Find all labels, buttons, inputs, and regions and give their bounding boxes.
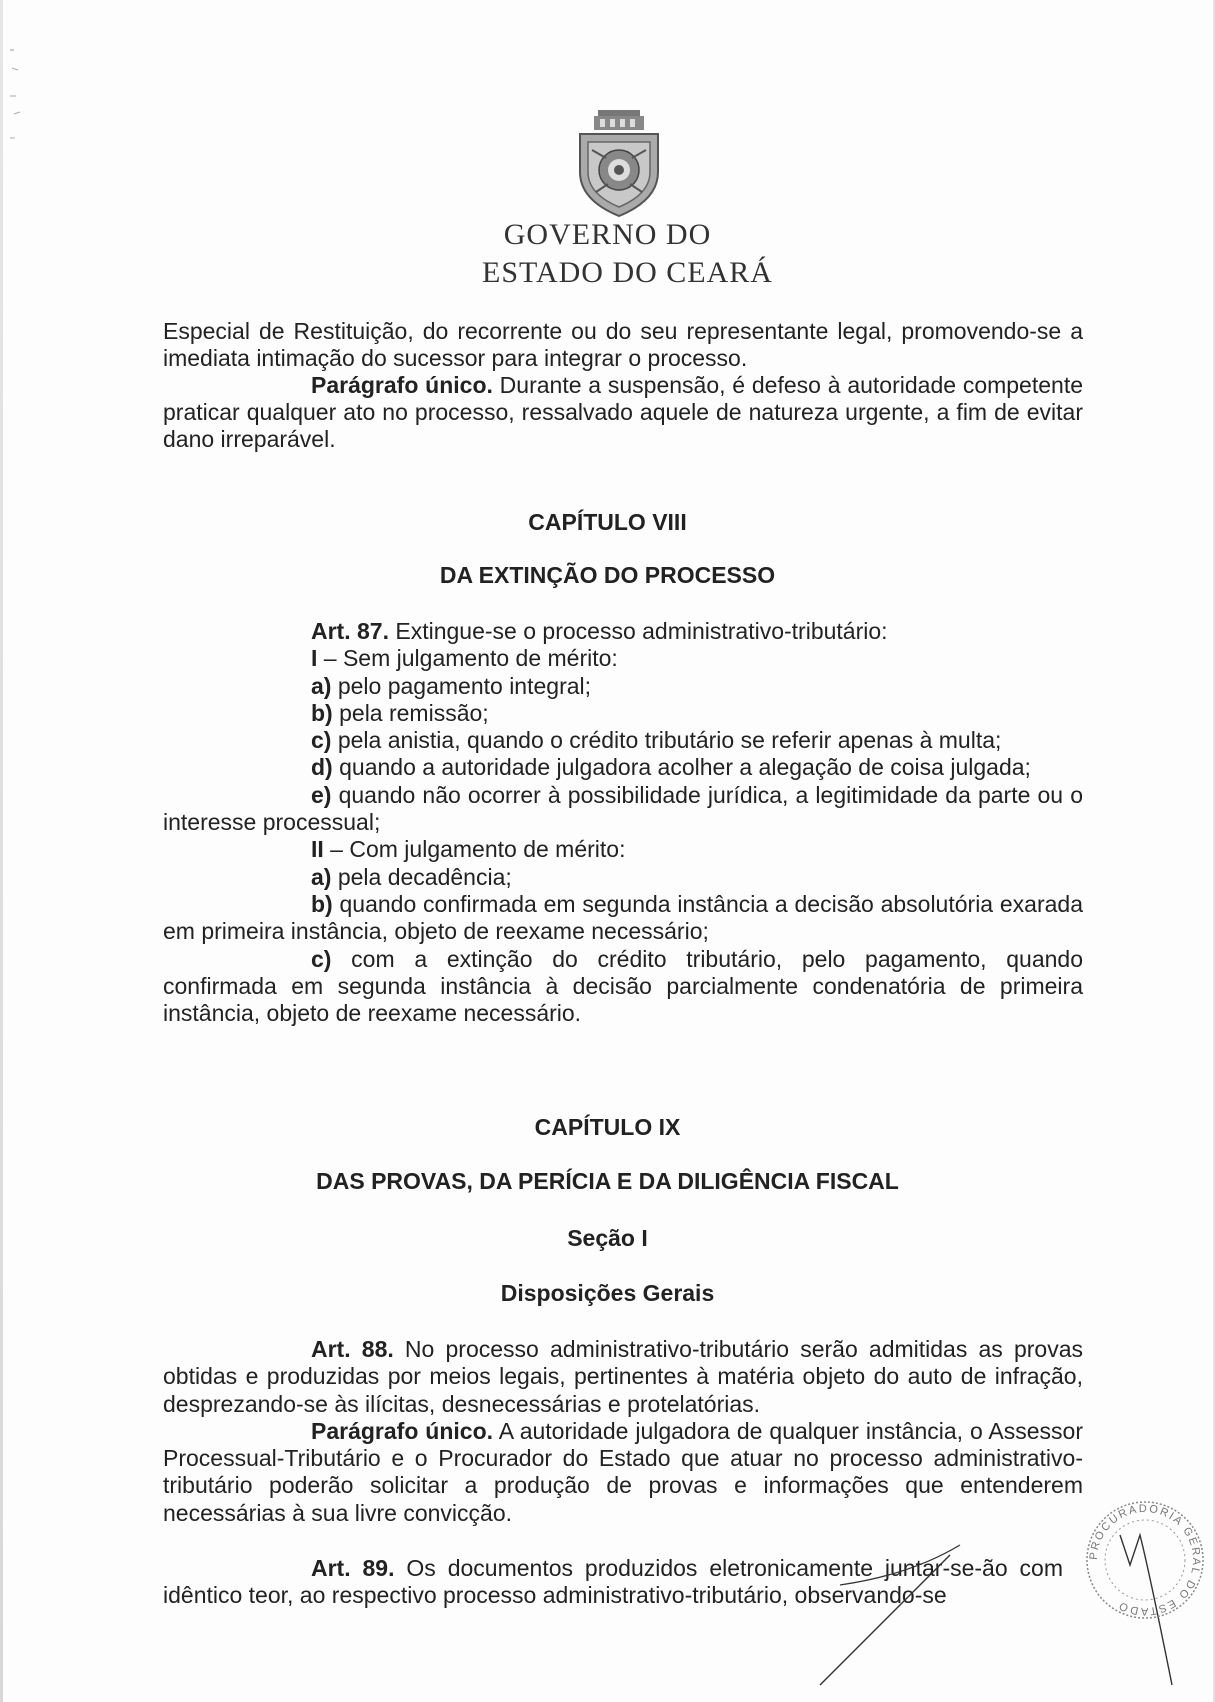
list-item [163,782,1083,837]
item-label: a) [311,672,332,699]
item-label: d) [311,754,333,781]
intro-paragraph: Especial de Restituição, do recorrente ou do seu representante legal, promovendo-se a imediata intimação do sucessor para integrar o processo. [163,318,1083,371]
list-item [163,946,1083,1028]
article-88-paragraph [163,1418,1083,1527]
item-text: quando confirmada em segunda instância a decisão absolutória exarada em primeira instância, objeto de reexame necessário; [163,890,1083,945]
paragraph-text: A autoridade julgadora de qualquer instância, o Assessor Processual-Tributário e o Procurador do Estado que atuar no processo administrativo-tributário poderão solicitar a produção de provas e informações que entenderem necessárias à sua livre convicção. [163,1417,1084,1526]
article-text: No processo administrativo-tributário serão admitidas as provas obtidas e produzidas por meios legais, pertinentes à matéria objeto do auto de infração, desprezando-se às ilícitas, desnecessárias e protelatórias. [163,1336,1084,1417]
article-88-text [163,1336,1083,1418]
scan-edge [0,0,3,1702]
item-label: e) [311,781,332,808]
section-subtitle: Disposições Gerais [500,1280,715,1306]
list-item [163,645,1083,672]
list-item [163,727,1083,754]
item-label: b) [311,699,333,726]
article-text: Os documentos produzidos eletronicamente juntar-se-ão com idêntico teor, ao respectivo processo administrativo-tributário, observando-se [163,1555,1063,1609]
item-label: b) [311,890,333,917]
item-text: quando a autoridade julgadora acolher a alegação de coisa julgada; [332,754,1031,781]
margin-marks-icon [6,40,26,150]
article-label: Art. 87. [311,618,389,644]
header-line1: GOVERNO DO [503,218,712,251]
list-item [163,754,1083,781]
chapter9-subtitle: DAS PROVAS, DA PERÍCIA E DA DILIGÊNCIA FISCAL [316,1168,899,1194]
item-text: com a extinção do crédito tributário, pelo pagamento, quando confirmada em segunda instância à decisão parcialmente condenatória de primeira instância, objeto de reexame necessário. [163,945,1083,1027]
list-item [163,673,1083,700]
state-coat-of-arms-icon [572,108,666,220]
item-text: pelo pagamento integral; [331,672,592,699]
intro-paragraph-unique [163,372,1083,453]
list-item [163,891,1083,946]
item-label: I [311,645,318,672]
item-text: pela remissão; [332,699,489,726]
list-item [163,864,1083,891]
article-87 [163,618,1083,1027]
article-label: Art. 88. [311,1336,394,1362]
chapter8-title: CAPÍTULO VIII [528,509,687,535]
list-item [163,836,1083,863]
chapter8-subtitle: DA EXTINÇÃO DO PROCESSO [439,562,776,588]
item-label: II [311,836,324,863]
chapter9-title: CAPÍTULO IX [534,1114,681,1140]
paragraph-label: Parágrafo único. [311,1417,494,1444]
section-title: Seção I [567,1225,648,1251]
intro-block [163,318,1083,453]
item-text: quando não ocorrer à possibilidade jurídica, a legitimidade da parte ou o interesse processual; [163,781,1083,836]
item-label: c) [311,727,332,754]
article-text: Extingue-se o processo administrativo-tributário: [388,618,888,644]
article-88 [163,1336,1083,1527]
item-text: – Sem julgamento de mérito: [317,645,618,672]
paragraph-text: Durante a suspensão, é defeso à autoridade competente praticar qualquer ato no processo, ressalvado aquele de natureza urgente, a fim de evitar dano irreparável. [163,372,1084,452]
official-stamp-icon [1080,1495,1210,1625]
item-label: c) [311,945,332,972]
item-text: pela anistia, quando o crédito tributário se referir apenas à multa; [331,727,1002,754]
item-label: a) [311,863,332,890]
paragraph-label: Parágrafo único. [311,372,493,398]
article-label: Art. 89. [311,1555,395,1581]
article-87-heading [163,618,1083,645]
header-line2: ESTADO DO CEARÁ [482,256,773,289]
stamp-text: PROCURADORIA GERAL DO ESTADO [1087,1502,1203,1618]
list-item [163,700,1083,727]
item-text: pela decadência; [331,863,512,890]
item-text: – Com julgamento de mérito: [323,836,626,863]
